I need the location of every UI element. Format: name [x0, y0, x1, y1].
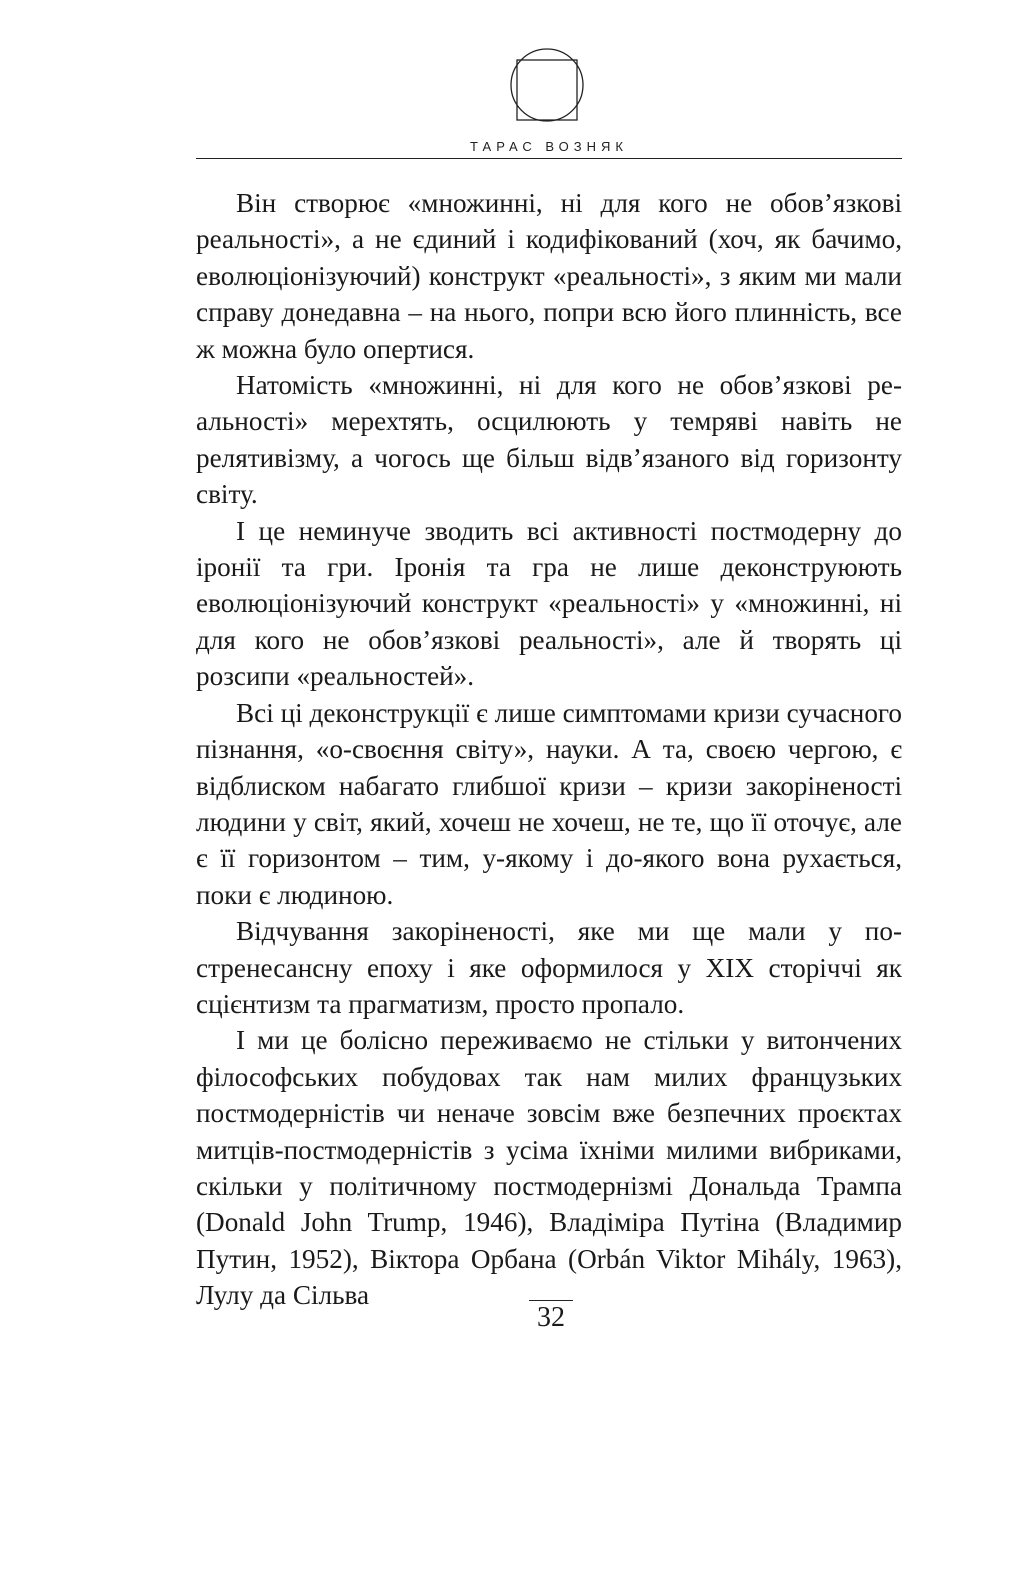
paragraph-2: Натомість «множинні, ні для кого не обов’язкові реальності» мерехтять, осцилюють у темряві навіть не релятивізму, а чогось ще більш відв’язаного від горизонту світу. [196, 370, 902, 510]
paragraph-3: І це неминуче зводить всі активності постмодерну до іронії та гри. Іронія та гра не лише деконструюють еволюціонізуючий конструкт «реальності» у «множинні, ні для кого не обов’язкові реальності», але й творять ці розсипи «реальностей». [196, 515, 902, 692]
paragraph-6: І ми це болісно переживаємо не стільки у витончених філософських побудовах так нам милих французьких постмодерністів чи неначе зовсім вже безпечних проєктах митців-постмодерністів з усіма їхніми милими вибриками, скільки у політичному постмодернізмі Дональда Трампа (Donald John Trump, 1946), Владіміра Путіна (Владимир Путин, 1952), Віктора Орбана (Orbán Viktor Mihály, 1963), Лулу да Сільва [196, 1025, 902, 1311]
paragraph-4: Всі ці деконструкції є лише симптомами кризи сучасного пізнання, «о-своєння світу», науки. А та, своєю чергою, є відблиском набагато глибшої кризи – кризи закоріненості людини у світ, який, хочеш не хочеш, не те, що її оточує, але є її горизонтом – тим, у-якому і до-якого вона рухається, поки є людиною. [196, 697, 902, 910]
page-number: 32 [537, 1302, 565, 1333]
circle-square-emblem-icon [507, 45, 587, 125]
header-divider [196, 158, 902, 159]
running-head-author: ТАРАС ВОЗНЯК [470, 139, 628, 154]
body-text [196, 185, 902, 1314]
paragraph-5: Відчування закоріненості, яке ми ще мали у постренесансну епоху і яке оформилося у XIX сторіччі як сцієнтизм та прагматизм, просто пропало. [196, 916, 902, 1019]
paragraph-1: Він створює «множинні, ні для кого не обов’язкові реальності», а не єдиний і кодифікований (хоч, як бачимо, еволюціонізуючий) конструкт «реальності», з яким ми мали справу донедавна – на нього, попри всю його плинність, все ж можна було опертися. [196, 188, 902, 364]
